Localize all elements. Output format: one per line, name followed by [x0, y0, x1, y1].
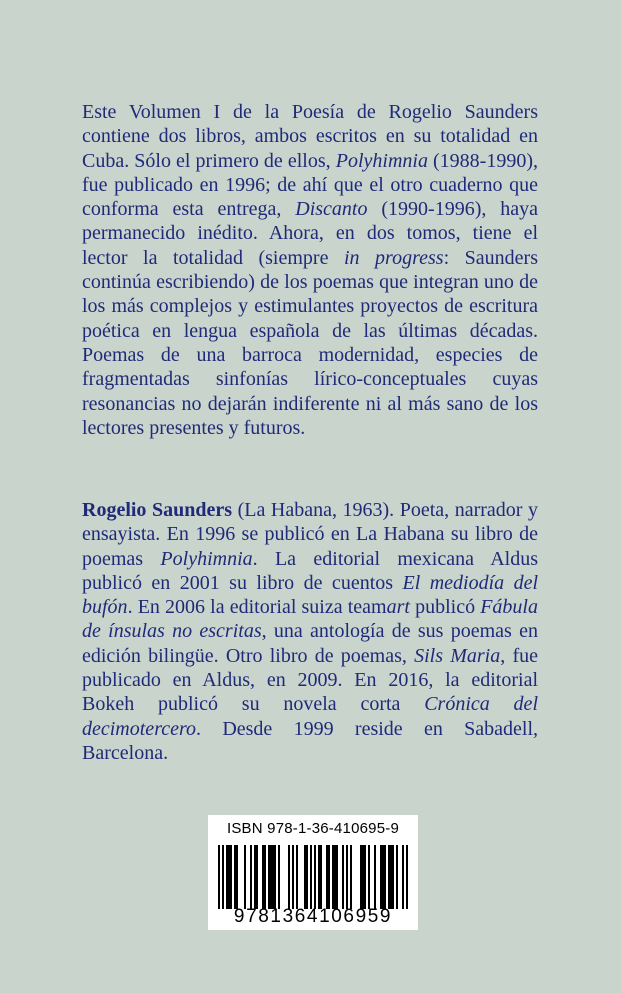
barcode-bar	[268, 845, 276, 909]
synopsis-paragraph	[82, 100, 538, 440]
book-title-discanto: Discanto	[295, 198, 368, 221]
barcode-bar	[254, 845, 258, 909]
author-name: Rogelio Saunders	[82, 499, 233, 521]
book-title-polyhimnia: Polyhimnia	[160, 547, 253, 570]
book-title-cronica: Crónica del decimotercero	[82, 693, 538, 740]
barcode-bar	[388, 845, 394, 909]
barcode-bar	[288, 845, 290, 909]
barcode-bar	[396, 845, 398, 909]
barcode-bar	[368, 845, 370, 909]
barcode-bar	[326, 845, 330, 909]
barcode-bar	[380, 845, 386, 909]
barcode-bar	[350, 845, 352, 909]
bio-text: . Desde 1999 reside en Sabadell, Barcelona.	[82, 717, 538, 764]
barcode-bar	[332, 845, 338, 909]
barcode-bar	[310, 845, 312, 909]
bio-text: , fue publicado en Aldus, en 2009. En 2016, la editorial Bokeh publicó su novela corta	[82, 644, 538, 716]
bio-text: . La editorial mexicana Aldus publicó en 2001 su libro de cuentos	[82, 547, 538, 594]
publisher-art-italic: art	[386, 596, 410, 619]
barcode-bar	[292, 845, 294, 909]
barcode-bar	[402, 845, 404, 909]
isbn-label: ISBN 978-1-36-410695-9	[226, 820, 399, 837]
barcode-bar	[278, 845, 280, 909]
synopsis-text: Este Volumen I de la Poesía de Rogelio Saunders contiene dos libros, ambos escritos en su totalidad en Cuba. Sólo el primero de ellos,	[82, 101, 538, 172]
author-bio-paragraph	[82, 498, 538, 765]
barcode-bar	[296, 845, 298, 909]
barcode-bar	[318, 845, 322, 909]
barcode-digits: 9781364106959	[233, 906, 393, 927]
book-title-polyhimnia: Polyhimnia	[335, 149, 428, 172]
barcode-bar	[342, 845, 344, 909]
barcode-bar	[406, 845, 408, 909]
barcode-bar	[250, 845, 252, 909]
synopsis-text: (1988-1990), fue publicado en 1996; de ahí que el otro cuaderno que conforma esta entrega,	[82, 149, 539, 221]
book-title-fabula: Fábula de ínsulas no escritas	[82, 596, 538, 643]
book-title-sils-maria: Sils Maria	[414, 644, 501, 667]
barcode-bar	[304, 845, 308, 909]
barcode-bar	[360, 845, 366, 909]
bio-text: (La Habana, 1963). Poeta, narrador y ensayista. En 1996 se publicó en La Habana su libro de poemas	[82, 499, 539, 570]
synopsis-text: (1990-1996), haya permanecido inédito. Ahora, en dos tomos, tiene el lector la totalidad (siempre	[82, 198, 539, 269]
barcode-bar	[346, 845, 348, 909]
barcode-bars	[218, 845, 408, 909]
barcode-bar	[262, 845, 266, 909]
barcode-bar	[218, 845, 220, 909]
synopsis-text: : Saunders continúa escribiendo) de los poemas que integran uno de los más complejos y estimulantes proyectos de escritura poética en lengua española de las últimas décadas. Poemas de una barroca modernidad, especies de fragmentadas sinfonías lírico-conceptuales cuyas resonancias no dejarán indiferente ni al más sano de los lectores presentes y futuros.	[82, 246, 538, 439]
barcode-bar	[374, 845, 376, 909]
in-progress-phrase: in progress	[343, 246, 444, 269]
bio-text: , una antología de sus poemas en edición bilingüe. Otro libro de poemas,	[82, 620, 538, 667]
barcode-bar	[314, 845, 316, 909]
isbn-barcode-box	[208, 815, 418, 930]
barcode-bar	[222, 845, 224, 909]
barcode-bar	[234, 845, 238, 909]
bio-text: publicó	[409, 596, 481, 619]
barcode-bar	[244, 845, 246, 909]
bio-text: . En 2006 la editorial suiza team	[127, 596, 387, 619]
book-title-mediodia: El mediodía del bufón	[82, 571, 539, 619]
barcode-bar	[226, 845, 232, 909]
